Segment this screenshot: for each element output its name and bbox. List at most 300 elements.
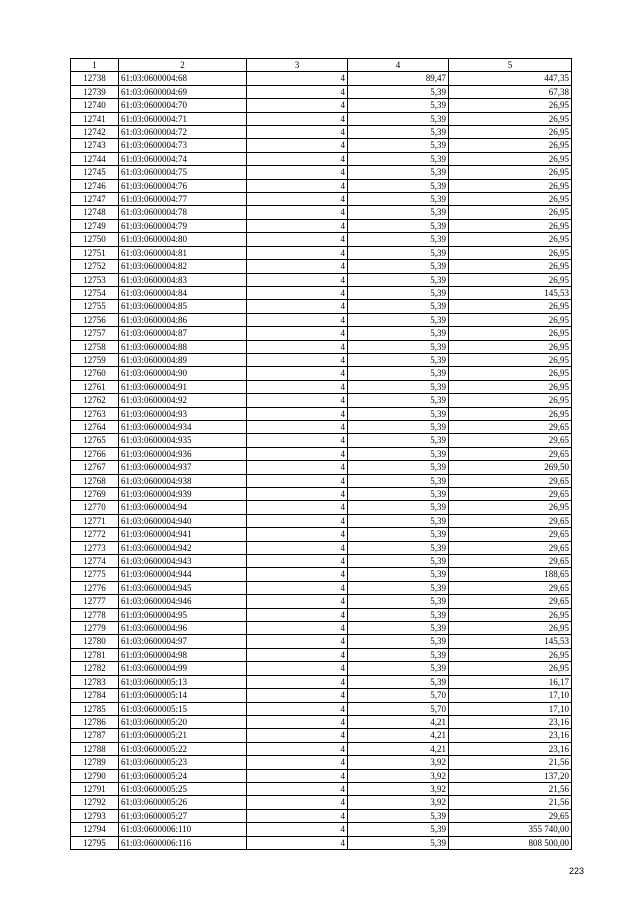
table-cell-col-5: 808 500,00 (449, 836, 572, 849)
table-row (71, 112, 572, 125)
table-cell-col-2: 61:03:0600004:92 (119, 394, 247, 407)
table-cell-col-1: 12787 (71, 729, 119, 742)
table-cell-col-4: 5,39 (348, 595, 449, 608)
table-cell-col-3: 4 (247, 488, 348, 501)
table-cell-col-1: 12795 (71, 836, 119, 849)
table-cell-col-5: 26,95 (449, 139, 572, 152)
table-cell-col-5: 67,38 (449, 85, 572, 98)
table-cell-col-2: 61:03:0600004:943 (119, 555, 247, 568)
table-cell-col-3: 4 (247, 662, 348, 675)
table-cell-col-2: 61:03:0600004:944 (119, 568, 247, 581)
table-cell-col-4: 5,39 (348, 152, 449, 165)
table-cell-col-2: 61:03:0600004:71 (119, 112, 247, 125)
table-cell-col-2: 61:03:0600004:86 (119, 313, 247, 326)
table-cell-col-3: 4 (247, 313, 348, 326)
table-cell-col-2: 61:03:0600004:87 (119, 327, 247, 340)
table-cell-col-4: 5,39 (348, 675, 449, 688)
table-cell-col-4: 5,39 (348, 139, 449, 152)
table-cell-col-1: 12769 (71, 488, 119, 501)
table-cell-col-4: 5,39 (348, 99, 449, 112)
table-cell-col-4: 5,39 (348, 555, 449, 568)
table-cell-col-1: 12788 (71, 742, 119, 755)
table-cell-col-4: 3,92 (348, 796, 449, 809)
table-cell-col-5: 23,16 (449, 729, 572, 742)
table-row (71, 742, 572, 755)
table-cell-col-5: 26,95 (449, 313, 572, 326)
table-cell-col-3: 4 (247, 622, 348, 635)
table-cell-col-2: 61:03:0600005:26 (119, 796, 247, 809)
table-cell-col-3: 4 (247, 193, 348, 206)
table-cell-col-4: 5,39 (348, 541, 449, 554)
table-row (71, 85, 572, 98)
table-row (71, 622, 572, 635)
table-cell-col-5: 16,17 (449, 675, 572, 688)
table-row (71, 488, 572, 501)
table-cell-col-3: 4 (247, 72, 348, 85)
table-cell-col-2: 61:03:0600004:938 (119, 474, 247, 487)
table-row (71, 608, 572, 621)
table-cell-col-1: 12756 (71, 313, 119, 326)
table-row (71, 541, 572, 554)
table-cell-col-1: 12785 (71, 702, 119, 715)
table-cell-col-5: 26,95 (449, 622, 572, 635)
table-cell-col-5: 26,95 (449, 340, 572, 353)
table-cell-col-3: 4 (247, 715, 348, 728)
table-cell-col-1: 12757 (71, 327, 119, 340)
table-cell-col-1: 12765 (71, 434, 119, 447)
table-cell-col-3: 4 (247, 823, 348, 836)
table-cell-col-3: 4 (247, 796, 348, 809)
table-cell-col-5: 29,65 (449, 488, 572, 501)
table-cell-col-3: 4 (247, 300, 348, 313)
table-cell-col-5: 145,53 (449, 286, 572, 299)
table-row (71, 380, 572, 393)
table-cell-col-1: 12751 (71, 246, 119, 259)
table-cell-col-3: 4 (247, 206, 348, 219)
table-cell-col-2: 61:03:0600004:934 (119, 420, 247, 433)
table-cell-col-4: 5,39 (348, 179, 449, 192)
table-cell-col-3: 4 (247, 233, 348, 246)
table-cell-col-2: 61:03:0600005:21 (119, 729, 247, 742)
table-cell-col-1: 12792 (71, 796, 119, 809)
table-cell-col-3: 4 (247, 729, 348, 742)
table-cell-col-5: 29,65 (449, 434, 572, 447)
table-cell-col-3: 4 (247, 179, 348, 192)
table-row (71, 300, 572, 313)
table-cell-col-5: 26,95 (449, 166, 572, 179)
table-cell-col-1: 12746 (71, 179, 119, 192)
table-cell-col-4: 5,39 (348, 836, 449, 849)
table-row (71, 715, 572, 728)
table-cell-col-2: 61:03:0600004:935 (119, 434, 247, 447)
table-row (71, 581, 572, 594)
table-cell-col-1: 12761 (71, 380, 119, 393)
table-cell-col-1: 12739 (71, 85, 119, 98)
table-cell-col-4: 5,39 (348, 166, 449, 179)
table-cell-col-1: 12790 (71, 769, 119, 782)
table-cell-col-2: 61:03:0600005:24 (119, 769, 247, 782)
table-cell-col-5: 17,10 (449, 702, 572, 715)
table-cell-col-4: 3,92 (348, 769, 449, 782)
table-cell-col-3: 4 (247, 555, 348, 568)
page-number: 223 (568, 866, 584, 876)
table-cell-col-2: 61:03:0600004:97 (119, 635, 247, 648)
table-cell-col-2: 61:03:0600005:15 (119, 702, 247, 715)
table-cell-col-3: 4 (247, 608, 348, 621)
table-cell-col-2: 61:03:0600005:22 (119, 742, 247, 755)
table-row (71, 286, 572, 299)
table-row (71, 420, 572, 433)
table-cell-col-3: 4 (247, 353, 348, 366)
table-row (71, 340, 572, 353)
table-cell-col-4: 5,39 (348, 300, 449, 313)
table-row (71, 702, 572, 715)
table-cell-col-5: 17,10 (449, 689, 572, 702)
table-cell-col-3: 4 (247, 260, 348, 273)
data-table (70, 58, 572, 850)
column-header-3: 3 (247, 59, 348, 72)
table-cell-col-3: 4 (247, 112, 348, 125)
table-cell-col-4: 5,39 (348, 353, 449, 366)
table-cell-col-1: 12771 (71, 514, 119, 527)
table-cell-col-2: 61:03:0600004:70 (119, 99, 247, 112)
table-cell-col-5: 29,65 (449, 514, 572, 527)
table-cell-col-3: 4 (247, 648, 348, 661)
table-cell-col-1: 12766 (71, 447, 119, 460)
table-cell-col-5: 29,65 (449, 447, 572, 460)
table-cell-col-5: 29,65 (449, 420, 572, 433)
table-cell-col-4: 5,39 (348, 246, 449, 259)
table-row (71, 233, 572, 246)
table-cell-col-1: 12741 (71, 112, 119, 125)
table-row (71, 166, 572, 179)
table-cell-col-2: 61:03:0600004:937 (119, 461, 247, 474)
table-cell-col-1: 12772 (71, 528, 119, 541)
table-cell-col-2: 61:03:0600004:74 (119, 152, 247, 165)
table-cell-col-2: 61:03:0600006:116 (119, 836, 247, 849)
table-cell-col-2: 61:03:0600004:75 (119, 166, 247, 179)
table-cell-col-4: 5,39 (348, 434, 449, 447)
table-row (71, 555, 572, 568)
table-cell-col-5: 26,95 (449, 206, 572, 219)
table-cell-col-4: 5,39 (348, 219, 449, 232)
table-row (71, 179, 572, 192)
table-cell-col-3: 4 (247, 461, 348, 474)
table-cell-col-1: 12748 (71, 206, 119, 219)
table-row (71, 769, 572, 782)
table-cell-col-5: 26,95 (449, 219, 572, 232)
table-cell-col-4: 5,39 (348, 635, 449, 648)
table-cell-col-4: 5,39 (348, 474, 449, 487)
table-cell-col-2: 61:03:0600006:110 (119, 823, 247, 836)
table-cell-col-4: 5,39 (348, 206, 449, 219)
table-cell-col-1: 12740 (71, 99, 119, 112)
table-cell-col-1: 12755 (71, 300, 119, 313)
table-cell-col-1: 12774 (71, 555, 119, 568)
table-cell-col-4: 5,39 (348, 461, 449, 474)
table-cell-col-2: 61:03:0600004:936 (119, 447, 247, 460)
table-cell-col-3: 4 (247, 420, 348, 433)
table-cell-col-1: 12759 (71, 353, 119, 366)
table-cell-col-4: 5,39 (348, 340, 449, 353)
table-cell-col-5: 29,65 (449, 809, 572, 822)
table-cell-col-4: 5,39 (348, 407, 449, 420)
table-cell-col-5: 29,65 (449, 555, 572, 568)
table-cell-col-5: 29,65 (449, 595, 572, 608)
table-cell-col-1: 12764 (71, 420, 119, 433)
table-cell-col-4: 5,39 (348, 193, 449, 206)
table-row (71, 568, 572, 581)
table-cell-col-5: 23,16 (449, 715, 572, 728)
table-cell-col-3: 4 (247, 756, 348, 769)
table-cell-col-3: 4 (247, 782, 348, 795)
table-cell-col-1: 12744 (71, 152, 119, 165)
table-cell-col-1: 12777 (71, 595, 119, 608)
table-row (71, 367, 572, 380)
table-cell-col-4: 5,39 (348, 488, 449, 501)
table-cell-col-3: 4 (247, 219, 348, 232)
table-cell-col-2: 61:03:0600004:76 (119, 179, 247, 192)
table-cell-col-1: 12738 (71, 72, 119, 85)
table-cell-col-4: 5,39 (348, 126, 449, 139)
table-cell-col-2: 61:03:0600004:72 (119, 126, 247, 139)
table-cell-col-2: 61:03:0600004:88 (119, 340, 247, 353)
table-row (71, 836, 572, 849)
table-cell-col-1: 12768 (71, 474, 119, 487)
table-cell-col-2: 61:03:0600004:93 (119, 407, 247, 420)
table-cell-col-4: 5,39 (348, 608, 449, 621)
table-cell-col-5: 21,56 (449, 756, 572, 769)
table-cell-col-4: 5,39 (348, 823, 449, 836)
table-cell-col-3: 4 (247, 152, 348, 165)
table-row (71, 528, 572, 541)
table-cell-col-4: 5,39 (348, 420, 449, 433)
table-row (71, 648, 572, 661)
table-cell-col-2: 61:03:0600005:20 (119, 715, 247, 728)
table-cell-col-3: 4 (247, 407, 348, 420)
table-cell-col-5: 26,95 (449, 380, 572, 393)
table-cell-col-1: 12780 (71, 635, 119, 648)
table-cell-col-2: 61:03:0600004:78 (119, 206, 247, 219)
table-cell-col-2: 61:03:0600004:94 (119, 501, 247, 514)
table-cell-col-1: 12749 (71, 219, 119, 232)
table-cell-col-3: 4 (247, 528, 348, 541)
table-cell-col-3: 4 (247, 394, 348, 407)
table-cell-col-2: 61:03:0600004:77 (119, 193, 247, 206)
table-cell-col-5: 26,95 (449, 152, 572, 165)
table-cell-col-5: 26,95 (449, 112, 572, 125)
table-cell-col-5: 355 740,00 (449, 823, 572, 836)
table-row (71, 152, 572, 165)
table-cell-col-1: 12783 (71, 675, 119, 688)
table-cell-col-5: 26,95 (449, 353, 572, 366)
table-cell-col-1: 12793 (71, 809, 119, 822)
table-row (71, 461, 572, 474)
table-row (71, 126, 572, 139)
table-cell-col-5: 29,65 (449, 528, 572, 541)
table-cell-col-3: 4 (247, 434, 348, 447)
table-cell-col-1: 12779 (71, 622, 119, 635)
table-cell-col-4: 89,47 (348, 72, 449, 85)
table-cell-col-1: 12773 (71, 541, 119, 554)
table-cell-col-1: 12770 (71, 501, 119, 514)
table-cell-col-3: 4 (247, 595, 348, 608)
table-cell-col-2: 61:03:0600004:68 (119, 72, 247, 85)
table-cell-col-3: 4 (247, 367, 348, 380)
table-cell-col-2: 61:03:0600005:13 (119, 675, 247, 688)
table-row (71, 501, 572, 514)
table-row (71, 327, 572, 340)
table-row (71, 796, 572, 809)
table-cell-col-1: 12782 (71, 662, 119, 675)
table-cell-col-4: 5,70 (348, 689, 449, 702)
table-cell-col-1: 12763 (71, 407, 119, 420)
table-row (71, 434, 572, 447)
table-row (71, 353, 572, 366)
table-cell-col-1: 12778 (71, 608, 119, 621)
table-row (71, 635, 572, 648)
table-cell-col-4: 5,39 (348, 622, 449, 635)
table-cell-col-1: 12781 (71, 648, 119, 661)
table-cell-col-3: 4 (247, 380, 348, 393)
table-cell-col-4: 4,21 (348, 729, 449, 742)
table-cell-col-3: 4 (247, 327, 348, 340)
table-cell-col-3: 4 (247, 514, 348, 527)
table-row (71, 675, 572, 688)
table-cell-col-2: 61:03:0600004:84 (119, 286, 247, 299)
table-cell-col-2: 61:03:0600004:69 (119, 85, 247, 98)
table-cell-col-1: 12767 (71, 461, 119, 474)
table-cell-col-1: 12789 (71, 756, 119, 769)
table-row (71, 193, 572, 206)
table-cell-col-1: 12754 (71, 286, 119, 299)
table-cell-col-1: 12775 (71, 568, 119, 581)
table-cell-col-4: 5,39 (348, 313, 449, 326)
table-cell-col-2: 61:03:0600004:85 (119, 300, 247, 313)
table-cell-col-2: 61:03:0600005:14 (119, 689, 247, 702)
table-cell-col-3: 4 (247, 568, 348, 581)
table-row (71, 139, 572, 152)
table-cell-col-5: 447,35 (449, 72, 572, 85)
table-cell-col-3: 4 (247, 166, 348, 179)
table-cell-col-5: 26,95 (449, 179, 572, 192)
table-cell-col-4: 3,92 (348, 782, 449, 795)
table-cell-col-1: 12760 (71, 367, 119, 380)
table-cell-col-4: 5,39 (348, 568, 449, 581)
table-cell-col-2: 61:03:0600004:91 (119, 380, 247, 393)
column-header-5: 5 (449, 59, 572, 72)
table-cell-col-5: 26,95 (449, 300, 572, 313)
table-cell-col-4: 5,39 (348, 112, 449, 125)
table-cell-col-1: 12750 (71, 233, 119, 246)
table-row (71, 809, 572, 822)
table-cell-col-5: 26,95 (449, 367, 572, 380)
table-cell-col-3: 4 (247, 273, 348, 286)
table-cell-col-5: 26,95 (449, 394, 572, 407)
table-cell-col-2: 61:03:0600004:942 (119, 541, 247, 554)
table-cell-col-1: 12794 (71, 823, 119, 836)
table-cell-col-4: 5,39 (348, 447, 449, 460)
table-row (71, 246, 572, 259)
table-cell-col-3: 4 (247, 340, 348, 353)
table-cell-col-5: 26,95 (449, 608, 572, 621)
table-cell-col-5: 137,20 (449, 769, 572, 782)
table-cell-col-2: 61:03:0600004:95 (119, 608, 247, 621)
table-cell-col-4: 5,39 (348, 286, 449, 299)
table-cell-col-5: 26,95 (449, 662, 572, 675)
table-body (71, 72, 572, 850)
table-cell-col-4: 5,39 (348, 528, 449, 541)
table-row (71, 474, 572, 487)
table-cell-col-5: 188,65 (449, 568, 572, 581)
table-cell-col-1: 12745 (71, 166, 119, 179)
table-cell-col-5: 26,95 (449, 501, 572, 514)
table-cell-col-1: 12747 (71, 193, 119, 206)
table-row (71, 313, 572, 326)
table-cell-col-5: 26,95 (449, 407, 572, 420)
table-row (71, 72, 572, 85)
table-cell-col-1: 12753 (71, 273, 119, 286)
table-cell-col-2: 61:03:0600004:946 (119, 595, 247, 608)
table-cell-col-2: 61:03:0600004:83 (119, 273, 247, 286)
table-row (71, 729, 572, 742)
table-cell-col-3: 4 (247, 139, 348, 152)
table-cell-col-1: 12758 (71, 340, 119, 353)
table-cell-col-5: 26,95 (449, 648, 572, 661)
table-cell-col-4: 4,21 (348, 742, 449, 755)
table-cell-col-3: 4 (247, 246, 348, 259)
table-cell-col-5: 26,95 (449, 260, 572, 273)
table-cell-col-3: 4 (247, 702, 348, 715)
table-cell-col-5: 26,95 (449, 233, 572, 246)
table-cell-col-1: 12742 (71, 126, 119, 139)
table-cell-col-4: 5,39 (348, 581, 449, 594)
table-cell-col-4: 5,39 (348, 85, 449, 98)
table-row (71, 595, 572, 608)
table-cell-col-3: 4 (247, 474, 348, 487)
table-row (71, 756, 572, 769)
table-cell-col-4: 5,39 (348, 260, 449, 273)
table-cell-col-2: 61:03:0600004:90 (119, 367, 247, 380)
table-cell-col-1: 12752 (71, 260, 119, 273)
column-header-2: 2 (119, 59, 247, 72)
table-cell-col-5: 21,56 (449, 796, 572, 809)
table-cell-col-2: 61:03:0600004:80 (119, 233, 247, 246)
table-row (71, 662, 572, 675)
table-cell-col-4: 5,39 (348, 394, 449, 407)
table-row (71, 99, 572, 112)
table-row (71, 394, 572, 407)
table-cell-col-4: 5,39 (348, 501, 449, 514)
table-cell-col-1: 12784 (71, 689, 119, 702)
table-cell-col-5: 29,65 (449, 474, 572, 487)
table-cell-col-5: 269,50 (449, 461, 572, 474)
table-cell-col-5: 26,95 (449, 99, 572, 112)
table-cell-col-4: 4,21 (348, 715, 449, 728)
table-cell-col-4: 5,39 (348, 514, 449, 527)
table-row (71, 260, 572, 273)
table-cell-col-3: 4 (247, 769, 348, 782)
table-cell-col-5: 26,95 (449, 126, 572, 139)
table-cell-col-3: 4 (247, 809, 348, 822)
table-cell-col-4: 5,39 (348, 233, 449, 246)
table-cell-col-4: 5,39 (348, 662, 449, 675)
table-cell-col-2: 61:03:0600004:98 (119, 648, 247, 661)
table-row (71, 689, 572, 702)
table-cell-col-5: 23,16 (449, 742, 572, 755)
table-cell-col-4: 3,92 (348, 756, 449, 769)
table-cell-col-3: 4 (247, 742, 348, 755)
